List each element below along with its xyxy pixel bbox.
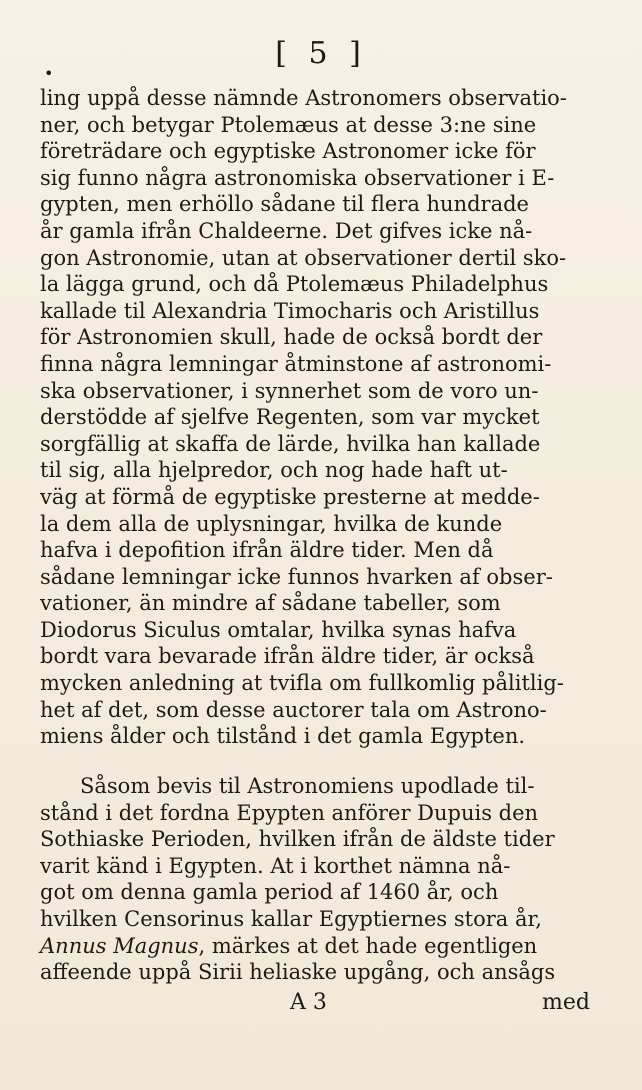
text-line: hafva i depofition ifrån äldre tider. Men då (40, 538, 494, 563)
text-line: mycken anledning at tvifla om fullkomlig pålitlig- (40, 671, 564, 696)
text-line: sig funno några astronomiska observationer i E- (40, 165, 555, 190)
text-line: företrädare och egyptiske Astronomer icke för (40, 139, 536, 164)
text-line: ska observationer, i synnerhet som de voro un- (40, 378, 539, 403)
text-line: väg at förmå de egyptiske presterne at medde- (40, 484, 540, 509)
printer-mark: • (44, 64, 54, 83)
text-line: kallade til Alexandria Timocharis och Aristillus (40, 298, 540, 323)
text-line: het af det, som desse auctorer tala om Astrono- (40, 697, 547, 722)
text-line: varit känd i Egypten. At i korthet nämna nå- (40, 853, 511, 878)
text-line: Sothiaske Perioden, hvilken ifrån de äldste tider (40, 827, 555, 852)
text-line: la lägga grund, och då Ptolemæus Philadelphus (40, 272, 549, 297)
text-line: derstödde af sjelfve Regenten, som var mycket (40, 405, 540, 430)
text-line: la dem alla de uplysningar, hvilka de kunde (40, 511, 503, 536)
paragraph-2 (40, 773, 588, 986)
italic-term: Annus Magnus (40, 933, 199, 958)
text-line: affeende uppå Sirii heliaske upgång, och ansågs (40, 960, 556, 985)
text-line: Diodorus Siculus omtalar, hvilka synas hafva (40, 617, 517, 642)
signature-mark: A 3 (290, 990, 327, 1015)
text-line: ling uppå desse nämnde Astronomers observatio- (40, 86, 567, 110)
text-line: gon Astronomie, utan at observationer dertil sko- (40, 245, 567, 270)
text-line: för Astronomien skull, hade de också bordt der (40, 325, 543, 350)
text-line: ner, och betygar Ptolemæus at desse 3:ne sine (40, 112, 537, 137)
text-line: finna några lemningar åtminstone af astronomi- (40, 351, 552, 376)
text-line: Såsom bevis til Astronomiens upodlade til- (80, 774, 535, 798)
text-line: sådane lemningar icke funnos hvarken af obser- (40, 564, 553, 589)
text-line: gypten, men erhöllo sådane til flera hundrade (40, 192, 529, 217)
text-line: år gamla ifrån Chaldeerne. Det gifves icke nå- (40, 218, 533, 243)
text-line: hvilken Censorinus kallar Egyptiernes stora år, (40, 906, 542, 931)
catchword: med (542, 990, 590, 1015)
text-line: miens ålder och tilstånd i det gamla Egypten. (40, 724, 526, 749)
text-line: bordt vara bevarade ifrån äldre tider, är också (40, 644, 535, 669)
page-footer (40, 990, 590, 1020)
text-line: stånd i det fordna Epypten anförer Dupuis den (40, 800, 539, 825)
text-line (40, 933, 588, 960)
text-line: vationer, än mindre af sådane tabeller, som (40, 591, 501, 616)
text-line: got om denna gamla period af 1460 år, och (40, 880, 499, 905)
page-number-header: [ 5 ] (275, 36, 367, 71)
paragraph-1 (40, 85, 588, 750)
text-fragment: , märkes at det hade egentligen (198, 933, 538, 958)
text-line: til sig, alla hjelpredor, och nog hade haft ut- (40, 458, 508, 483)
text-line: sorgfällig at skaffa de lärde, hvilka han kallade (40, 431, 541, 456)
